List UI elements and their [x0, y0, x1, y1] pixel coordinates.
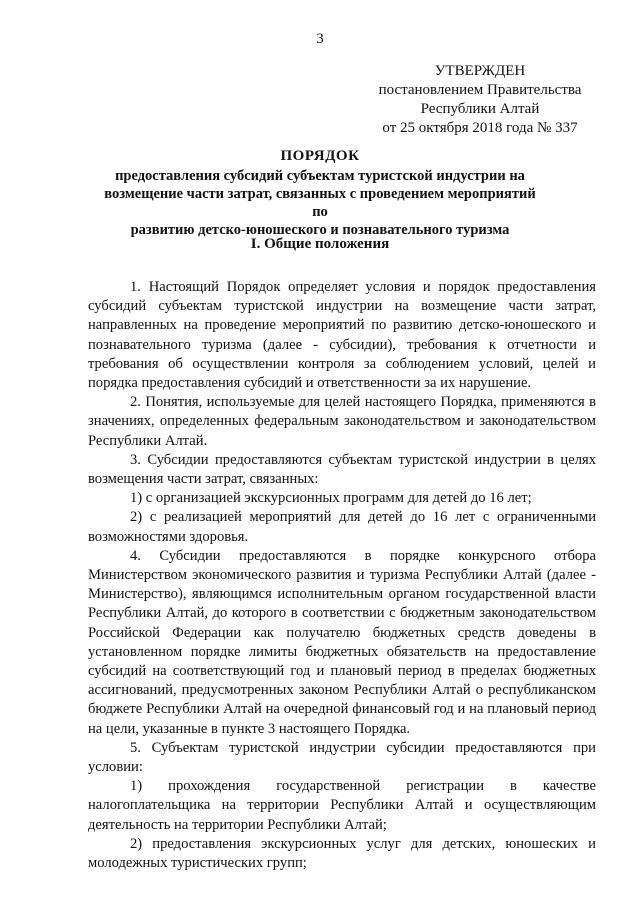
paragraph: 5. Субъектам туристской индустрии субсидии предоставляются при условии:	[88, 739, 596, 776]
section-heading: I. Общие положения	[250, 236, 390, 252]
approval-line: от 25 октября 2018 года № 337	[382, 120, 578, 136]
approval-line: УТВЕРЖДЕН	[434, 63, 526, 79]
paragraph: 4. Субсидии предоставляются в порядке конкурсного отбора Министерством экономического развития и туризма Республики Алтай (далее - Министерство), являющимся исполнительным органом государственной власти Республики Алтай, до которого в соответствии с бюджетным законодательством Российской Федерации как получателю бюджетных средств доведены в установленном порядке лимиты бюджетных обязательств на предоставление субсидий на соответствующий год и плановый период в пределах бюджетных ассигнований, предусмотренных законом Республики Алтай о республиканском бюджете Республики Алтай на очередной финансовый год и на плановый период на цели, указанные в пункте 3 настоящего Порядка.	[88, 547, 596, 737]
body-text	[88, 278, 596, 873]
approval-line: постановлением Правительства	[378, 82, 582, 98]
paragraph: 2) с реализацией мероприятий для детей до 16 лет с ограниченными возможностями здоровья.	[88, 509, 596, 545]
approval-block	[360, 62, 600, 138]
paragraph: 1) прохождения государственной регистрации в качестве налогоплательщика на территории Республики Алтай и осуществляющим деятельность на территории Республики Алтай;	[88, 778, 596, 833]
paragraph: 3. Субсидии предоставляются субъектам туристской индустрии в целях возмещения части затрат, связанных:	[88, 451, 596, 488]
subtitle-line: развитию детско-юношеского и познавательного туризма	[130, 222, 510, 238]
subtitle-line: возмещение части затрат, связанных с проведением мероприятий по	[104, 186, 536, 220]
approval-line: Республики Алтай	[420, 101, 540, 117]
paragraph: 1. Настоящий Порядок определяет условия и порядок предоставления субсидий субъектам туристской индустрии на возмещение части затрат, направленных на проведение мероприятий по развитию детско-юношеского и познавательного туризма (далее - субсидии), требования к отчетности и требования об осуществлении контроля за соблюдением условий, целей и порядка предоставления субсидий и ответственности за их нарушение.	[88, 279, 596, 392]
paragraph: 2) предоставления экскурсионных услуг для детских, юношеских и молодежных туристических групп;	[88, 835, 596, 872]
subtitle-line: предоставления субсидий субъектам туристской индустрии на	[115, 168, 525, 184]
page-number: 3	[316, 31, 324, 47]
paragraph: 1) с организацией экскурсионных программ для детей до 16 лет;	[130, 490, 532, 507]
paragraph: 2. Понятия, используемые для целей настоящего Порядка, применяются в значениях, определенных федеральным законодательством и законодательством Республики Алтай.	[88, 394, 596, 449]
document-title: ПОРЯДОК	[280, 148, 360, 164]
document-subtitle	[100, 167, 540, 239]
